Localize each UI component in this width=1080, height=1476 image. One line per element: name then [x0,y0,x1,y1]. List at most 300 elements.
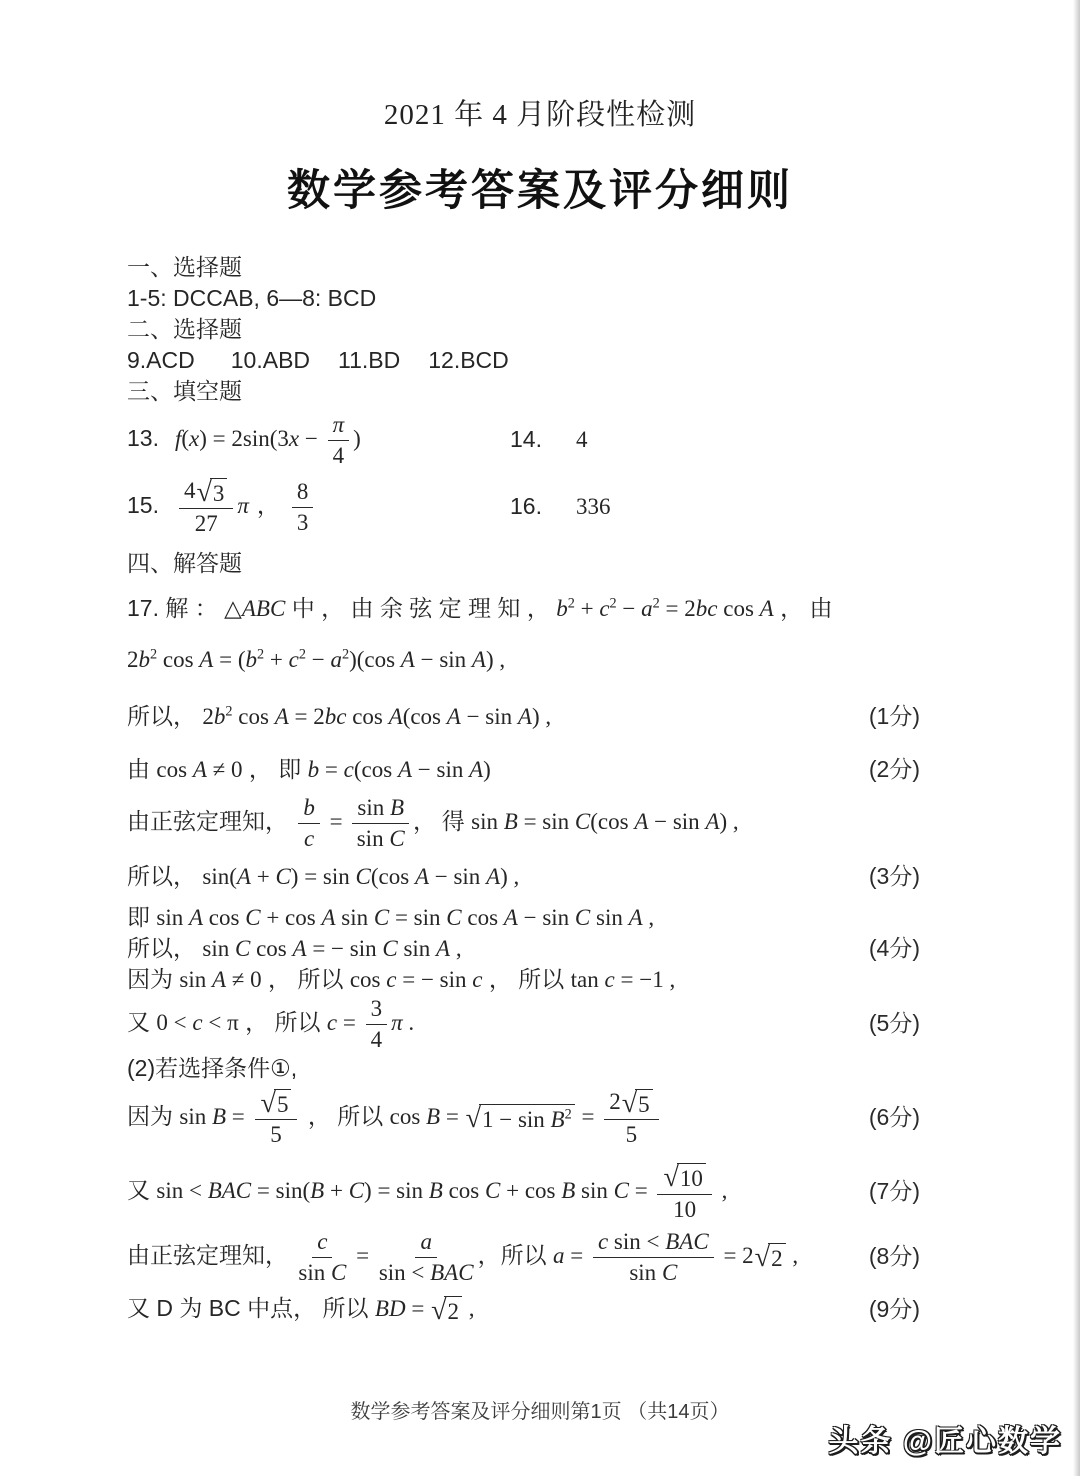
text-run: c [288,647,299,673]
answers-1-8 [127,283,920,314]
text-run: A [211,967,227,993]
text-run: = sin [517,808,575,834]
fraction [298,794,320,852]
text-run: π [237,492,249,518]
score-mark: (1分) [868,703,920,730]
text-run: ) , [485,647,506,673]
text-run: a [641,596,653,622]
line-content [127,794,739,852]
text-run: △ [224,596,242,622]
line-content [127,285,376,313]
text-run: b [303,794,315,820]
text-run: B [426,1104,441,1130]
text-run: sin [335,905,374,931]
line-content [127,411,361,469]
line-content [127,595,833,623]
text-run: b [307,757,320,783]
text-run: − sin [412,757,470,783]
square-root: √ 5 [622,1089,653,1117]
text-run: sin [471,808,504,834]
text-run: − sin [460,704,518,730]
text-run: 12.BCD [428,346,509,373]
score-mark: (9分) [868,1295,920,1322]
text-run: 中 ， 由 余 弦 定 理 知 ， [285,595,557,622]
text-run: A [192,757,207,783]
score-mark: (2分) [868,756,920,783]
text-run: 因为 [127,966,180,993]
text-run: π [332,412,345,437]
q17-step-6 [127,1088,920,1148]
text-run: + [250,864,276,890]
text-run: c [472,967,483,993]
superscript: 2 [609,595,617,612]
text-run: + [264,647,289,673]
text-run: A [469,757,484,783]
text-run: C [355,864,371,890]
text-run: ≠ 0 [226,967,262,993]
text-run: c [304,825,315,851]
text-run: A [705,808,720,834]
text-run: − [299,425,324,451]
fraction [292,478,314,536]
fraction [593,1228,714,1286]
text-run: ， 所以 [482,966,571,993]
text-run: < π [202,1010,239,1036]
text-run: ) [353,425,361,451]
line-content [127,756,491,784]
text-run: sin [356,825,390,851]
text-run: = [628,1178,654,1204]
text-run: ) [483,757,491,783]
score-mark: (7分) [868,1178,920,1205]
spacer [280,512,288,513]
text-run: , [786,1243,799,1269]
fraction [179,477,233,537]
text-run: 因为 [127,1103,180,1130]
text-run: 2 [202,704,214,730]
line-content [127,904,654,932]
text-run: − sin [648,808,706,834]
text-run: 3 [370,996,383,1022]
square-root: √ 10 [663,1163,705,1191]
spacer [159,512,175,513]
text-run: A [397,757,413,783]
score-mark: (5分) [868,1010,920,1037]
text-run: ABC [241,596,286,622]
superscript: 2 [298,646,306,663]
text-run: − [616,596,642,622]
text-run: A [199,647,214,673]
text-run: b [556,596,568,622]
text-run: (cos [370,864,415,890]
line-content [127,254,242,282]
square-root: √ 3 [196,478,227,506]
blank-13-14 [127,411,920,469]
square-root: √ 2 [431,1296,462,1324]
fraction [352,794,409,852]
text-run: 10 [673,1196,697,1222]
text-run: (cos [353,757,398,783]
line-content [127,316,242,344]
text-run: B [428,1178,443,1204]
text-run: 得 [441,807,472,834]
text-run: = − sin [306,936,383,962]
text-run: C [574,808,591,834]
q17-eq-expand [127,645,920,676]
text-run: 4 [332,442,345,468]
text-run: A [414,864,429,890]
text-run: 又 D 为 BC 中点， 所以 [127,1294,375,1321]
document-body [127,252,920,1325]
text-run: A [292,936,307,962]
score-mark: (4分) [868,935,920,962]
text-run: 3 [296,509,309,535]
superscript: 2 [652,595,660,612]
text-run: A [634,808,649,834]
text-run: A [436,936,451,962]
text-run: sin < [378,1260,431,1286]
text-run: BAC [430,1260,474,1286]
text-run: bc [324,704,347,730]
text-run: C [485,1178,501,1204]
text-run: − sin [429,864,487,890]
score-mark: (8分) [868,1243,920,1270]
line-second-column [510,426,587,454]
text-run: C [389,825,405,851]
text-run: ， 即 [242,756,308,783]
text-run: C [661,1260,678,1286]
text-run: 1-5: DCCAB, 6—8: BCD [127,284,377,311]
text-run: ) , [719,808,739,834]
text-run: = 2 [288,704,325,730]
text-run: ( [181,425,190,451]
text-run: sin < [608,1229,666,1255]
text-run: + cos [500,1178,562,1204]
text-run: ≠ 0 [206,757,243,783]
text-run: bc [695,596,718,622]
watermark: 头条 @匠心数学 [828,1425,1062,1458]
q17-step-9 [127,1294,920,1325]
q17-step-4 [127,933,920,964]
text-run: . [402,1010,415,1036]
line-second-column [510,493,610,521]
text-run: ) = sin [364,1178,429,1204]
text-run: C [275,864,291,890]
text-run: A [274,704,289,730]
line-content [127,1228,798,1286]
text-run: 即 [127,904,157,931]
text-run: B [211,1104,227,1130]
line-content [127,935,462,963]
text-run: C [348,1178,365,1204]
line-content [127,477,317,537]
line-content [127,646,505,674]
superscript: 2 [564,1106,572,1123]
text-run: = [575,1104,601,1130]
text-run: c [317,1229,328,1255]
text-run: ， 所以 [261,966,350,993]
text-run: C [446,905,462,931]
document-headers [0,92,1080,218]
text-run: = [323,808,349,834]
text-run: )(cos [349,647,401,673]
text-run: 由 [127,756,157,783]
line-content [127,1295,474,1324]
text-run: , [450,936,462,962]
text-run: C [373,905,390,931]
text-run: B [550,1107,565,1132]
text-run: 一、选择题 [127,253,242,280]
text-run: cos [389,1104,427,1130]
line-content [127,995,414,1053]
q17-tan [127,964,920,995]
line-content [127,1162,727,1222]
text-run: c [326,1010,338,1036]
text-run: A [486,864,501,890]
line-content [127,347,509,375]
text-run: 17. 解 ： [127,595,225,622]
spacer [249,512,257,513]
fraction [255,1088,298,1148]
text-run: ) , [500,864,520,890]
text-run: cos [349,967,387,993]
text-run: 所以， [127,703,203,730]
text-run: 又 [127,1009,157,1036]
text-run: 10 [679,1166,703,1192]
text-run: 4 [183,477,196,503]
text-run: c [604,967,615,993]
q17-step-7 [127,1162,920,1222]
line-content [127,1055,297,1083]
q17-intro [127,594,920,625]
text-run: 3 [212,480,225,506]
text-run: 2 [609,1089,621,1115]
text-run: = [337,1010,362,1036]
text-run: − sin [414,647,472,673]
text-run: = [440,1104,465,1130]
sec-1-heading [127,252,920,283]
spacer [159,445,175,446]
text-run: b [245,647,257,673]
text-run: = 2 [659,596,696,622]
sec-2-heading [127,314,920,345]
text-run: sin [397,936,437,962]
superscript: 2 [341,646,350,663]
sec-3-heading [127,376,920,407]
text-run: B [310,1178,325,1204]
text-run: cos [157,647,200,673]
text-run: 2 [127,647,139,673]
text-run: 27 [194,510,218,536]
text-run: b [213,704,226,730]
text-run: 2 [771,1246,783,1272]
text-run: x [288,425,300,451]
square-root: √ 2 [755,1243,786,1271]
text-run: 4 [575,427,588,453]
text-run: 2 [447,1298,459,1324]
text-run: 13. [127,424,159,451]
square-root: √ $1 - \sin B^2$ [466,1104,575,1132]
text-run: = − sin [396,967,473,993]
text-run: ) = sin [290,864,356,890]
text-run: = −1 , [614,967,676,993]
text-run: cos [156,757,193,783]
line-content [127,550,242,578]
text-run: cos [346,704,389,730]
q17-step-8 [127,1228,920,1286]
text-run: c [343,757,354,783]
q17-sine-rule [127,794,920,852]
text-run: ，所以 [477,1242,553,1269]
text-run: A [321,905,336,931]
line-content [127,703,551,731]
square-root: √ 5 [261,1089,292,1117]
score-mark: (6分) [868,1104,920,1131]
text-run: BD [374,1295,406,1321]
text-run: π [391,1010,403,1036]
line-content [127,863,519,891]
text-run: B [389,794,405,820]
fraction [379,1228,474,1286]
spacer [195,367,231,368]
text-run: A [628,905,643,931]
q17-step-3 [127,861,920,892]
text-run: cos [250,936,293,962]
text-run: A [759,596,774,622]
text-run: 四、解答题 [127,550,242,577]
text-run: = ( [213,647,246,673]
text-run: = [350,1243,375,1269]
text-run: 5 [638,1092,650,1118]
photo-edge-shade [1073,0,1080,1476]
text-run: ) , [531,704,552,730]
exam-session-title: 2021 年 4 月阶段性检测 [383,99,697,131]
text-run: A [503,905,518,931]
text-run: 又 [127,1177,157,1204]
text-run: A [446,704,461,730]
text-run: sin < [156,1178,208,1204]
fraction [298,1228,346,1286]
text-run: 10.ABD [230,346,311,373]
line-content [127,1088,663,1148]
fraction [328,411,350,469]
text-run: BAC [665,1229,709,1255]
text-run: − [305,647,331,673]
text-run: sin [179,1104,212,1130]
text-run: ) = 2sin(3 [199,425,289,451]
page-title: 数学参考答案及评分细则 [287,167,793,215]
spacer [400,367,428,368]
text-run: 336 [575,493,611,519]
q17-step-5 [127,995,920,1053]
text-run: = [405,1295,431,1321]
text-run: 0 < [156,1010,193,1036]
text-run: tan [570,967,605,993]
text-run: (cos [402,704,447,730]
sec-4-heading [127,549,920,580]
text-run: 二、选择题 [127,315,242,342]
page-footer: 数学参考答案及评分细则第1页 （共14页） [350,1401,730,1423]
text-run: sin [179,967,212,993]
text-run: = [226,1104,251,1130]
text-run: 16. [510,492,542,519]
text-run: C [574,905,591,931]
text-run: 14. [510,426,542,453]
text-run: C [382,936,398,962]
text-run: sin [629,1260,662,1286]
text-run: cos [461,905,504,931]
score-mark: (3分) [868,863,920,890]
text-run: = sin [389,905,447,931]
superscript: 2 [567,595,575,612]
text-run: cos [203,905,246,931]
text-run: c [597,1229,609,1255]
text-run: C [613,1178,629,1204]
text-run: B [503,808,518,834]
line-content [127,966,675,994]
text-run: a [330,647,342,673]
text-run: sin [298,1260,331,1286]
text-run: 4 [370,1027,383,1053]
q17-step-1 [127,702,920,733]
text-run: , [642,905,655,931]
text-run: ， [256,492,280,518]
text-run: + [324,1178,349,1204]
text-run: + cos [260,905,322,931]
text-run: x [189,425,200,451]
text-run: 1 − sin [481,1107,551,1132]
text-run: (cos [590,808,635,834]
text-run: ， 由 [773,595,833,622]
text-run: = [564,1243,589,1269]
text-run: = 2 [717,1243,754,1269]
text-run: 5 [625,1122,638,1148]
superscript: 2 [225,703,233,720]
text-run: BAC [207,1178,252,1204]
text-run: A [517,704,532,730]
text-run: c [192,1010,203,1036]
text-run: A [188,905,204,931]
text-run: ， [413,808,442,834]
q17-step-2 [127,755,920,786]
fraction [604,1088,658,1148]
q17-part2 [127,1053,920,1084]
text-run: B [561,1178,576,1204]
text-run: cos [442,1178,485,1204]
superscript: 2 [257,646,265,663]
text-run: 三、填空题 [127,377,242,404]
text-run: a [420,1229,432,1255]
answers-9-12 [127,345,920,376]
text-run: cos [232,704,275,730]
text-run: sin [575,1178,614,1204]
text-run: c [599,596,610,622]
fraction [657,1162,711,1222]
line-content [127,378,242,406]
text-run: 由正弦定理知， [127,807,295,834]
text-run: + [574,596,600,622]
text-run: 9.ACD [127,346,195,373]
spacer [310,367,338,368]
text-run: b [138,647,150,673]
text-run: − sin [517,905,575,931]
q17-expand-2 [127,902,920,933]
text-run: = sin( [251,1178,311,1204]
text-run: A [388,704,403,730]
text-run: cos [717,596,760,622]
text-run: , [462,1295,475,1321]
spacer [542,446,576,447]
